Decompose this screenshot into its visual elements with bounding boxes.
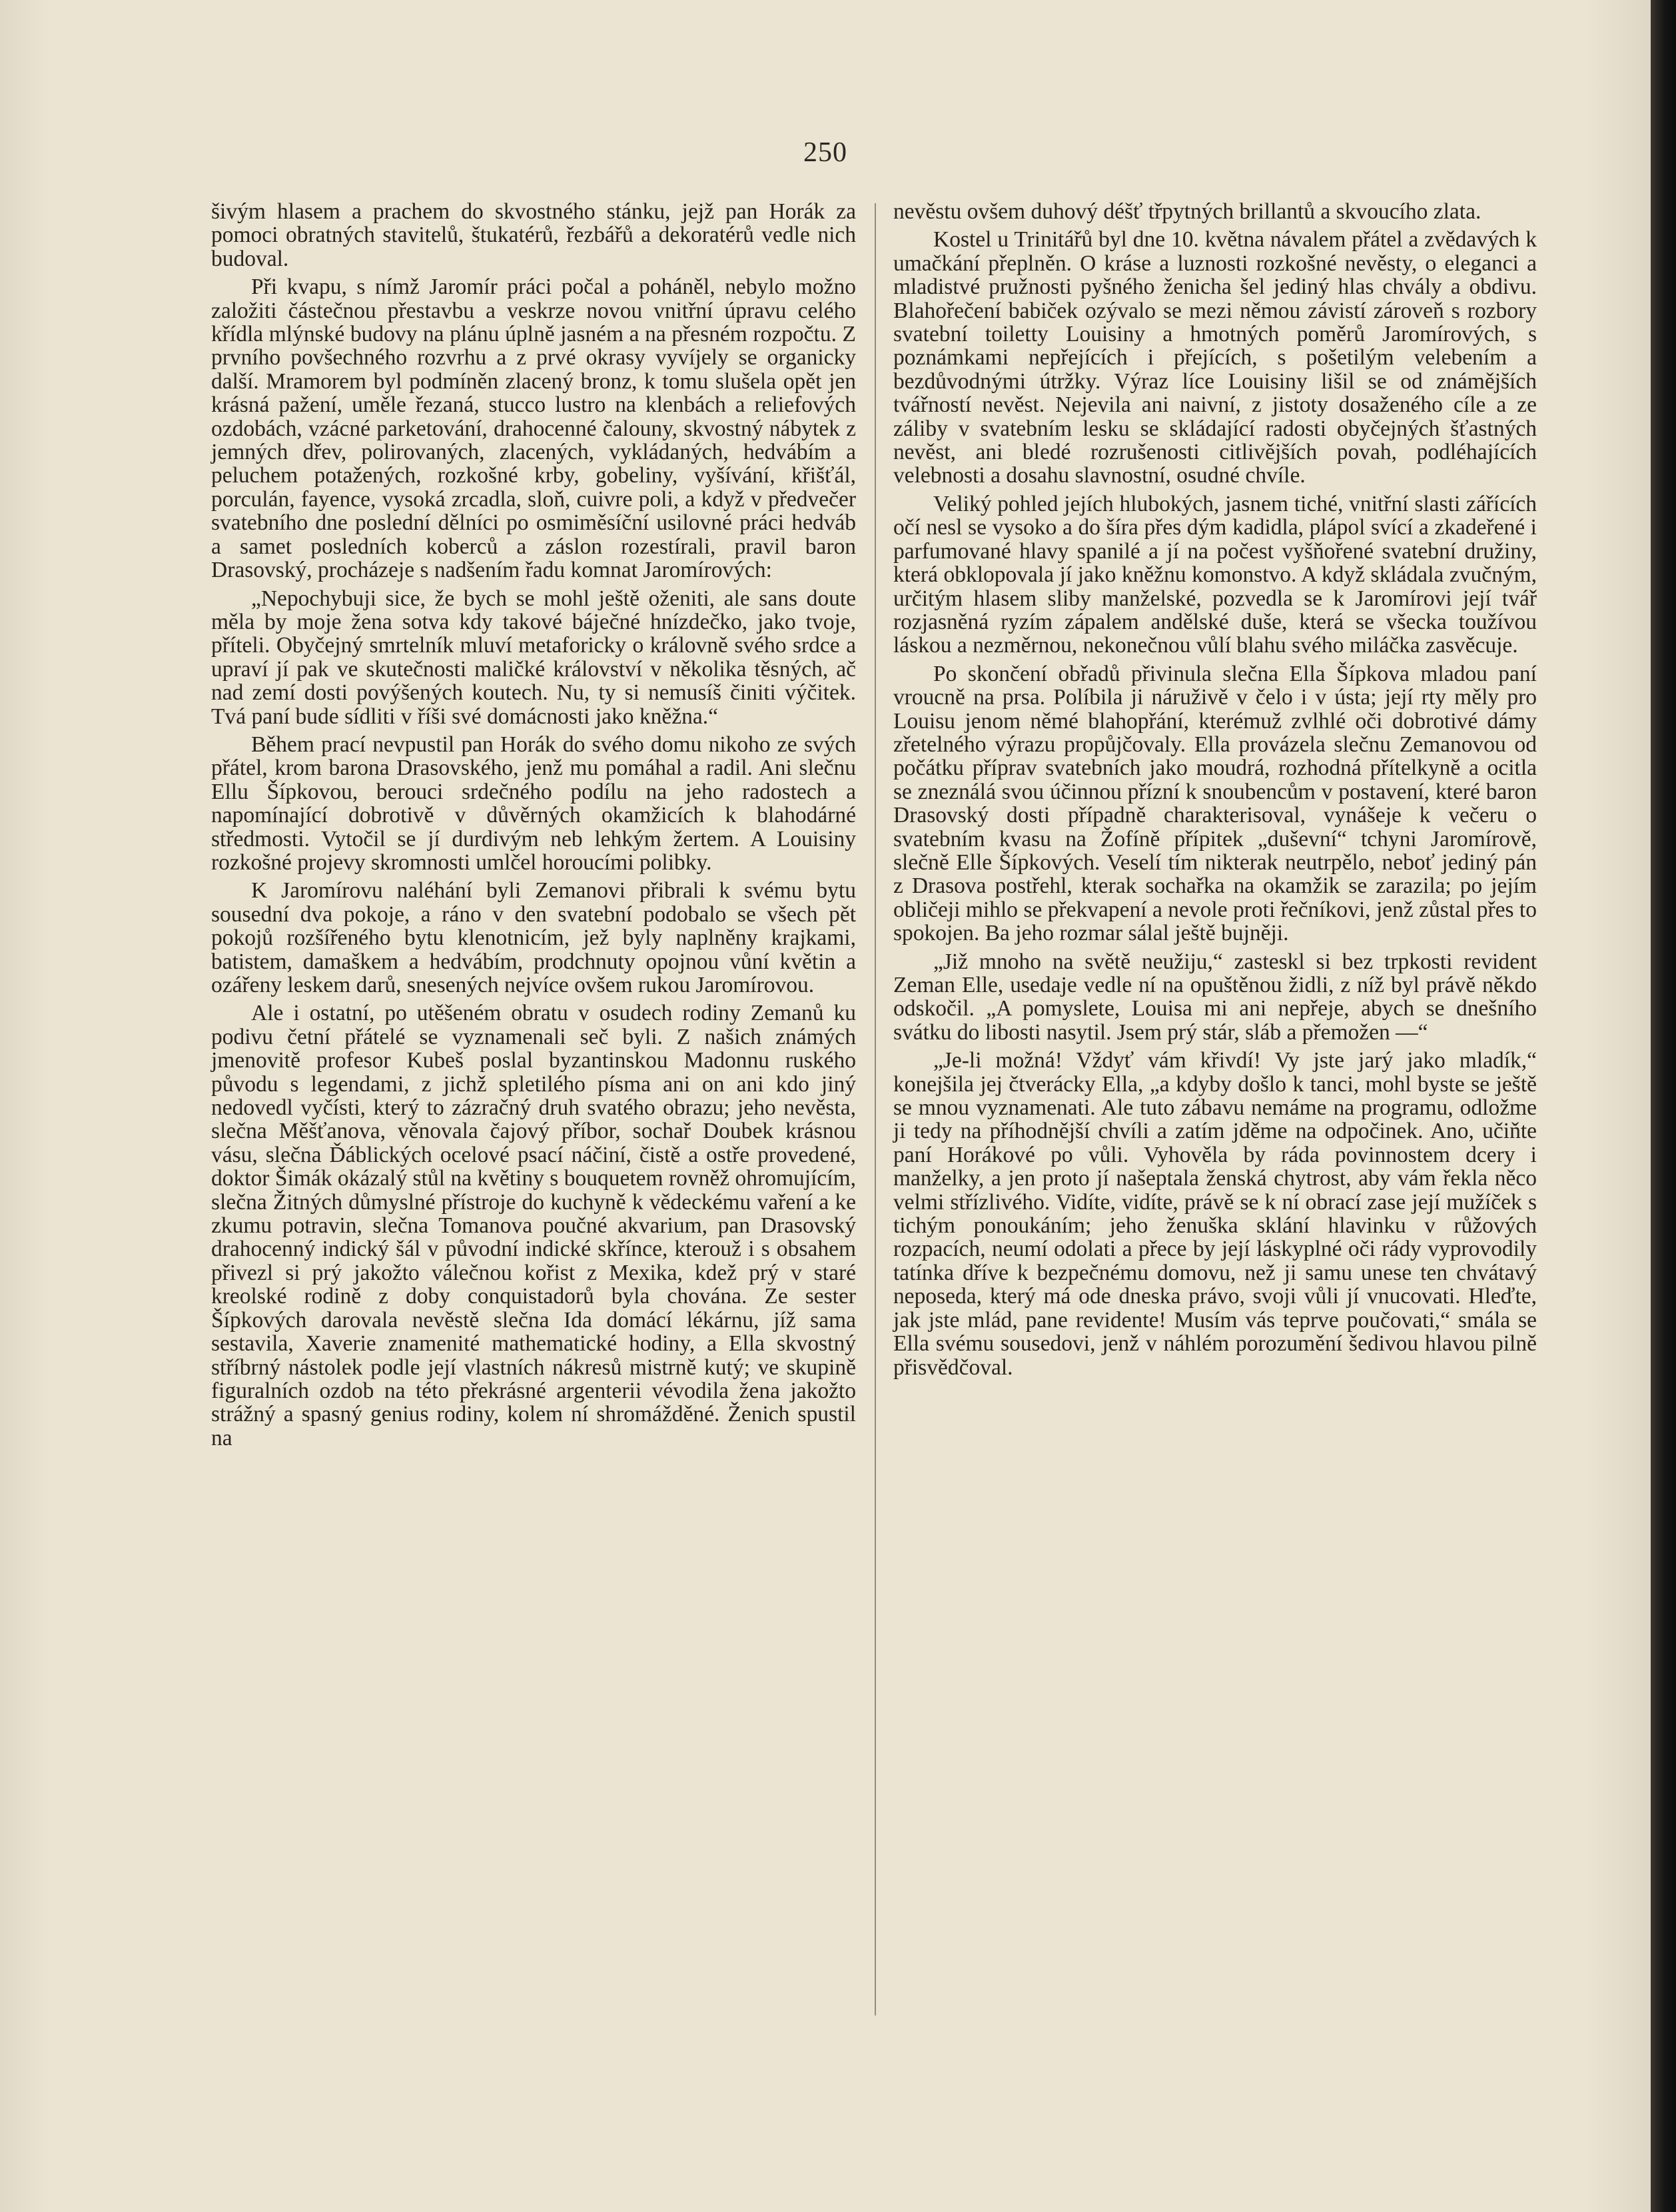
- right-paragraph-5: „Již mnoho na světě neužiju,“ zasteskl si bez trpkosti revident Zeman Elle, usedaje vedle ní na opuštěnou židli, z níž byl právě někdo odskočil. „A pomyslete, Louisa mi ani nepřeje, abych se dnešního svátku do libosti nasytil. Jsem prý stár, sláb a přemožen —“: [893, 949, 1537, 1045]
- right-paragraph-6: „Je-li možná! Vždyť vám křivdí! Vy jste jarý jako mladík,“ konejšila jej čtverácky Ella, „a kdyby došlo k tanci, mohl byste se ještě se mnou vyznamenati. Ale tuto zábavu nemáme na programu, odložme ji tedy na příhodnější chvíli a zatím jděme na odpočinek. Ano, učiňte paní Horákové po vůli. Vyhověla by ráda povinnostem dcery i manželky, a jen proto jí našeptala ženská chytrost, aby vám řekla něco velmi střízlivého. Vidíte, vidíte, právě se k ní obrací zase její mužíček s tichým ponoukáním; jeho ženuška sklání hlavinku v růžových rozpacích, neumí odolati a přece by její láskyplné oči rády vyprovodily tatínka dříve k bezpečnému domovu, než ji samu unese ten chvátavý neposeda, který má ode dneska právo, svoji vůli jí vnucovati. Hleďte, jak jste mlád, pane revidente! Musím vás teprve poučovati,“ smála se Ella svému sousedovi, jenž v náhlém porozumění šedivou hlavou pilně přisvědčoval.: [893, 1048, 1537, 1380]
- left-paragraph-3: „Nepochybuji sice, že bych se mohl ještě oženiti, ale sans doute měla by moje žena sotva kdy takové báječné hnízdečko, jako tvoje, příteli. Obyčejný smrtelník mluví metaforicky o královně svého srdce a upraví jí pak ve skutečnosti maličké království v několika těsných, ač nad zemí dosti povýšených koutech. Nu, ty si nemusíš činiti výčitek. Tvá paní bude sídliti v říši své domácnosti jako kněžna.“: [211, 586, 856, 729]
- book-spine-shadow: [1651, 0, 1676, 2212]
- right-paragraph-2: Kostel u Trinitářů byl dne 10. května návalem přátel a zvědavých k umačkání přeplněn. O kráse a luznosti rozkošné nevěsty, o eleganci a mladistvé pružnosti pyšného ženicha šel jediný hlas chvály a obdivu. Blahořečení babiček ozývalo se mezi němou závistí zároveň s rozbory svatební toiletty Louisiny a hmotných poměrů Jaromírových, s poznámkami nepřejících i přejících, s pošetilým velebením a bezdůvodnými útržky. Výraz líce Louisiny lišil se od známějších tvářností nevěst. Nejevila ani naivní, z jistoty dosaženého cíle a ze záliby v svatebním lesku se skládající radosti obyčejných šťastných nevěst, ani bledé rozrušenosti citlivějších povah, podléhajících velebnosti a dosahu slavnostní, osudné chvíle.: [893, 227, 1537, 488]
- left-paragraph-4: Během prací nevpustil pan Horák do svého domu nikoho ze svých přátel, krom barona Drasovského, jenž mu pomáhal a radil. Ani slečnu Ellu Šípkovou, berouci srdečného podílu na jeho radostech a napomínající dobrotivě v důvěrných okamžicích k blahodárné středmosti. Vytočil se jí durdivým neb lehkým žertem. A Louisiny rozkošné projevy skromnosti umlčel horoucími polibky.: [211, 732, 856, 875]
- left-paragraph-5: K Jaromírovu naléhání byli Zemanovi přibrali k svému bytu sousední dva pokoje, a ráno v den svatební podobalo se všech pět pokojů rozšířeného bytu klenotnicím, jež byly naplněny krajkami, batistem, damaškem a hedvábím, prodchnuty opojnou vůní květin a ozářeny leskem darů, snesených nejvíce ovšem rukou Jaromírovou.: [211, 878, 856, 997]
- left-paragraph-1: šivým hlasem a prachem do skvostného stánku, jejž pan Horák za pomoci obratných stavitelů, štukatérů, řezbářů a dekoratérů vedle nich budoval.: [211, 199, 856, 271]
- left-paragraph-2: Při kvapu, s nímž Jaromír práci počal a poháněl, nebylo možno založiti částečnou přestavbu a veskrze novou vnitřní úpravu celého křídla mlýnské budovy na plánu úplně jasném a na přesném rozpočtu. Z prvního povšechného rozvrhu a z prvé okrasy vyvíjely se organicky další. Mramorem byl podmíněn zlacený bronz, k tomu slušela opět jen krásná pažení, uměle řezaná, stucco lustro na klenbách a reliefových ozdobách, vzácné parketování, drahocenné čalouny, skvostný nábytek z jemných dřev, polirovaných, zlacených, vykládaných, hedvábím a peluchem potažených, rozkošné krby, gobeliny, vyšívání, křišťál, porculán, fayence, vysoká zrcadla, sloň, cuivre poli, a když v předvečer svatebního dne poslední dělníci po osmiměsíční usilovné práci hedváb a samet posledních koberců a záslon rozestírali, pravil baron Drasovský, procházeje s nadšením řadu komnat Jaromírových:: [211, 275, 856, 583]
- page-number: 250: [803, 137, 847, 168]
- right-text-column: [893, 200, 1537, 1384]
- right-paragraph-4: Po skončení obřadů přivinula slečna Ella Šípkova mladou paní vroucně na prsa. Políbila ji náruživě v čelo i v ústa; její rty měly pro Louisu jenom němé blahopřání, kterémuž zvlhlé oči dobrotivé dámy zřetelného výrazu propůjčovaly. Ella provázela slečnu Zemanovou od počátku příprav svatebních jako moudrá, rozhodná přítelkyně a ocitla se zneználá svou účinnou přízní k snoubencům v postavení, které baron Drasovský dosti případně charakterisoval, vynášeje k večeru o svatebním kvasu na Žofíně přípitek „duševní“ tchyni Jaromírově, slečně Elle Šípkových. Veselí tím nikterak neutrpělo, neboť jediný pán z Drasova postřehl, kterak sochařka na okamžik se zarazila; po jejím obličeji mihlo se překvapení a nevole proti řečníkovi, jenž zůstal přes to spokojen. Ba jeho rozmar sálal ještě bujněji.: [893, 661, 1537, 946]
- right-paragraph-1: nevěstu ovšem duhový déšť třpytných brillantů a skvoucího zlata.: [893, 199, 1481, 224]
- left-text-column: [211, 200, 856, 1454]
- column-divider: [875, 203, 876, 2015]
- left-paragraph-6: Ale i ostatní, po utěšeném obratu v osudech rodiny Zemanů ku podivu četní přátelé se vyznamenali seč byli. Z našich známých jmenovitě profesor Kubeš poslal byzantinskou Madonnu ruského původu s legendami, z jichž spletilého písma ani on ani kdo jiný nedovedl vyčísti, který to zázračný druh svatého obrazu; jeho nevěsta, slečna Měšťanova, věnovala čajový příbor, sochař Doubek krásnou vásu, slečna Ďáblických ocelové psací náčiní, čistě a ostře provedené, doktor Šimák okázalý stůl na květiny s bouquetem rovněž ohromujícím, slečna Žitných důmyslné přístroje do kuchyně k vědeckému vaření a ke zkumu potravin, slečna Tomanova poučné akvarium, pan Drasovský drahocenný indický šál v původní indické skřínce, kterouž i s obsahem přivezl si prý jakožto válečnou kořist z Mexika, kdež prý v staré kreolské rodině z doby conquistadorů byla chována. Ze sester Šípkových darovala nevěstě slečna Ida domácí lékárnu, jíž sama sestavila, Xaverie znamenité mathematické hodiny, a Ella skvostný stříbrný nástolek podle její vlastních nákresů mistrně kutý; ve skupině figuralních ozdob na této překrásné argenterii vévodila žena jakožto strážný a spasný genius rodiny, kolem ní shromážděné. Ženich spustil na: [211, 1001, 856, 1450]
- right-paragraph-3: Veliký pohled jejích hlubokých, jasnem tiché, vnitřní slasti zářících očí nesl se vysoko a do šíra přes dým kadidla, plápol svící a zkadeřené i parfumované hlavy spanilé a jí na počest vyšňořené svatební družiny, která obklopovala jí jako kněžnu komonstvo. A když skládala zvučným, určitým hlasem sliby manželské, pozvedla se k Jaromírovi její tvář rozjasněná ryzím zápalem andělské duše, která se všecka toužívou láskou a nezměrnou, nekonečnou vůlí blahu svého miláčka zasvěcuje.: [893, 491, 1537, 658]
